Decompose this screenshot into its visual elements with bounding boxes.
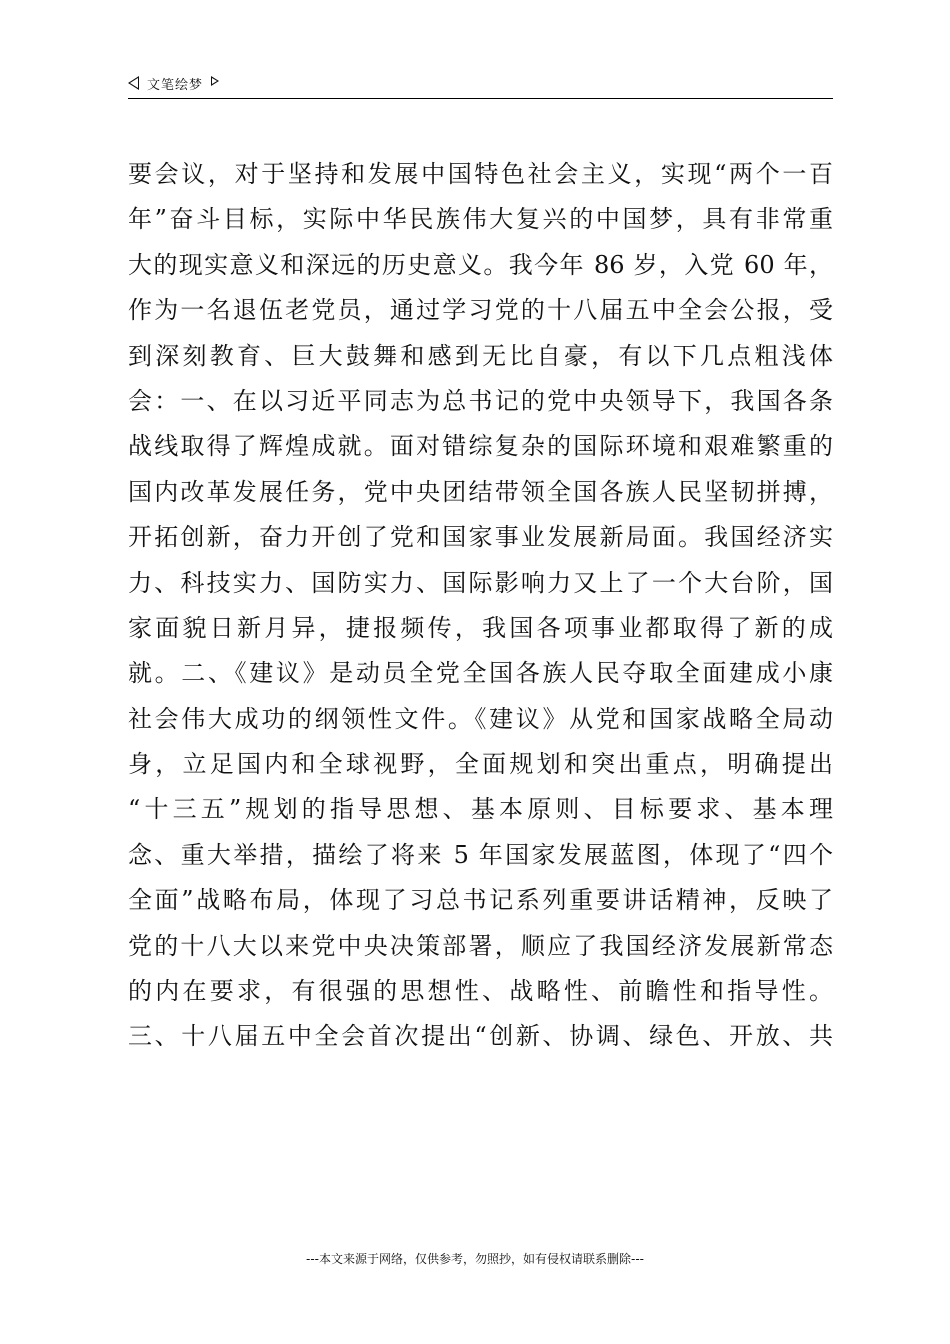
- body-line: 的内在要求，有很强的思想性、战略性、前瞻性和指导性。: [128, 977, 833, 1006]
- footer-notice: ---本文来源于网络，仅供参考，勿照抄，如有侵权请联系删除---: [306, 1252, 644, 1266]
- body-line: 党的十八大以来党中央决策部署，顺应了我国经济发展新常态: [128, 931, 833, 960]
- body-line: 家面貌日新月异，捷报频传，我国各项事业都取得了新的成: [128, 613, 833, 642]
- body-line: 会：一、在以习近平同志为总书记的党中央领导下，我国各条: [128, 386, 833, 415]
- body-line: 作为一名退伍老党员，通过学习党的十八届五中全会公报，受: [128, 296, 833, 325]
- page-header: [128, 74, 833, 99]
- body-line: 力、科技实力、国防实力、国际影响力又上了一个大台阶，国: [128, 568, 833, 597]
- body-line: “十三五”规划的指导思想、基本原则、目标要求、基本理: [128, 795, 833, 824]
- body-line: 身，立足国内和全球视野，全面规划和突出重点，明确提出: [128, 750, 833, 779]
- document-body: [128, 152, 833, 1060]
- body-line: 大的现实意义和深远的历史意义。我今年 86 岁，入党 60 年，: [128, 250, 833, 279]
- body-line: 就。二、《建议》是动员全党全国各族人民夺取全面建成小康: [128, 659, 833, 688]
- body-line: 三、十八届五中全会首次提出“创新、协调、绿色、开放、共: [128, 1022, 833, 1051]
- body-line: 年”奋斗目标，实际中华民族伟大复兴的中国梦，具有非常重: [128, 205, 833, 234]
- body-line: 念、重大举措，描绘了将来 5 年国家发展蓝图，体现了“四个: [128, 840, 833, 869]
- body-line: 全面”战略布局，体现了习总书记系列重要讲话精神，反映了: [128, 886, 833, 915]
- header-title: 文笔绘梦: [147, 77, 204, 93]
- right-triangle-icon: [211, 76, 219, 86]
- body-line: 社会伟大成功的纲领性文件。《建议》从党和国家战略全局动: [128, 704, 833, 733]
- body-line: 到深刻教育、巨大鼓舞和感到无比自豪，有以下几点粗浅体: [128, 341, 833, 370]
- body-line: 要会议，对于坚持和发展中国特色社会主义，实现“两个一百: [128, 160, 833, 188]
- left-triangle-icon: [128, 76, 139, 90]
- body-line: 开拓创新，奋力开创了党和国家事业发展新局面。我国经济实: [128, 523, 833, 552]
- body-line: 战线取得了辉煌成就。面对错综复杂的国际环境和艰难繁重的: [128, 432, 833, 461]
- body-line: 国内改革发展任务，党中央团结带领全国各族人民坚韧拼搏，: [128, 477, 833, 506]
